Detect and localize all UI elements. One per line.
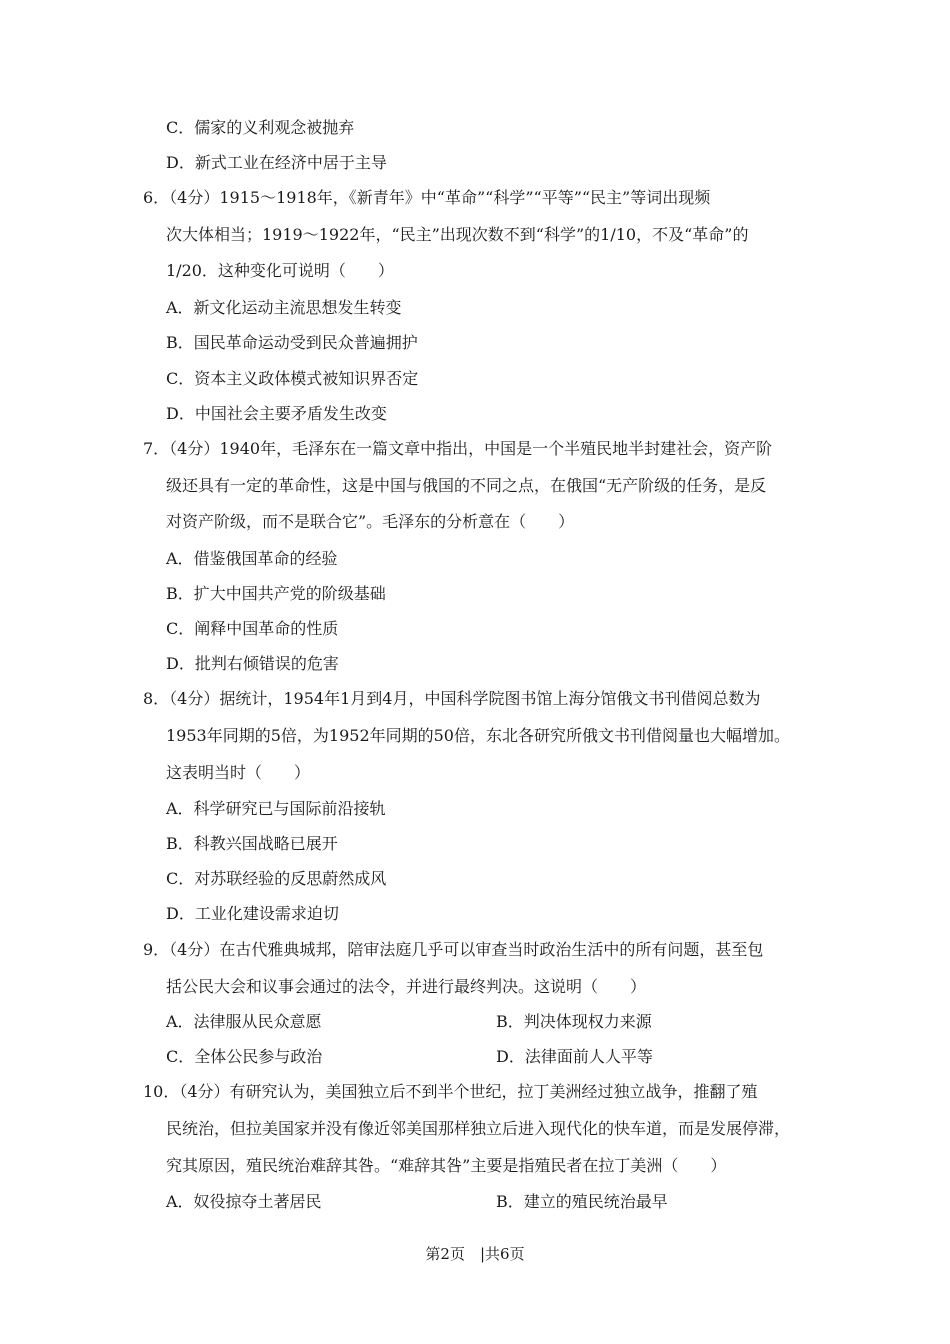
q8-option-a: A．科学研究已与国际前沿接轨 [166, 799, 386, 818]
q9-stem-line-2: 括公民大会和议事会通过的法令，并进行最终判决。这说明（ ） [166, 977, 647, 996]
q6-option-c: C．资本主义政体模式被知识界否定 [166, 369, 419, 388]
q6-stem-line-3: 1/20．这种变化可说明（ ） [166, 261, 394, 280]
q7-stem-line-1: 7．（4分）1940年，毛泽东在一篇文章中指出，中国是一个半殖民地半封建社会，资产阶 [143, 439, 773, 458]
q10-stem-line-3: 究其原因，殖民统治难辞其咎。“难辞其咎”主要是指殖民者在拉丁美洲（ ） [166, 1156, 727, 1175]
q9-option-d: D．法律面前人人平等 [496, 1047, 653, 1066]
q9-option-a: A．法律服从民众意愿 [166, 1012, 322, 1031]
q6-stem-line-2: 次大体相当；1919～1922年，“民主”出现次数不到“科学”的1/10，不及“革命”的 [166, 225, 749, 244]
q8-stem-line-3: 这表明当时（ ） [166, 763, 311, 782]
q6-option-d: D．中国社会主要矛盾发生改变 [166, 404, 387, 423]
q6-option-b: B．国民革命运动受到民众普遍拥护 [166, 333, 418, 352]
q10-stem-line-2: 民统治，但拉美国家并没有像近邻美国那样独立后进入现代化的快车道，而是发展停滞， [166, 1119, 791, 1138]
q7-stem-line-2: 级还具有一定的革命性，这是中国与俄国的不同之点，在俄国“无产阶级的任务，是反 [166, 476, 767, 495]
q7-option-d: D．批判右倾错误的危害 [166, 654, 339, 673]
q7-option-a: A．借鉴俄国革命的经验 [166, 549, 338, 568]
q8-option-c: C．对苏联经验的反思蔚然成风 [166, 869, 387, 888]
q6-option-a: A．新文化运动主流思想发生转变 [166, 298, 402, 317]
q8-stem-line-2: 1953年同期的5倍，为1952年同期的50倍，东北各研究所俄文书刊借阅量也大幅增加。 [166, 726, 790, 745]
q7-stem-line-3: 对资产阶级，而不是联合它”。毛泽东的分析意在（ ） [166, 512, 575, 531]
q6-stem-line-1: 6．（4分）1915～1918年，《新青年》中“革命”“科学”“平等”“民主”等词出现频 [143, 188, 711, 207]
page-footer: 第2页 |共6页 [425, 1245, 525, 1263]
q5-option-c: C．儒家的义利观念被抛弃 [166, 118, 355, 137]
q8-stem-line-1: 8．（4分）据统计，1954年1月到4月，中国科学院图书馆上海分馆俄文书刊借阅总数为 [143, 689, 761, 708]
q9-stem-line-1: 9．（4分）在古代雅典城邦，陪审法庭几乎可以审查当时政治生活中的所有问题，甚至包 [143, 940, 764, 959]
q7-option-c: C．阐释中国革命的性质 [166, 619, 339, 638]
q9-option-b: B．判决体现权力来源 [496, 1012, 652, 1031]
q8-option-b: B．科教兴国战略已展开 [166, 834, 338, 853]
q8-option-d: D．工业化建设需求迫切 [166, 904, 339, 923]
q9-option-c: C．全体公民参与政治 [166, 1047, 323, 1066]
q7-option-b: B．扩大中国共产党的阶级基础 [166, 584, 386, 603]
q10-option-b: B．建立的殖民统治最早 [496, 1192, 668, 1211]
q10-stem-line-1: 10．（4分）有研究认为，美国独立后不到半个世纪，拉丁美洲经过独立战争，推翻了殖 [143, 1082, 758, 1101]
q10-option-a: A．奴役掠夺土著居民 [166, 1192, 322, 1211]
q5-option-d: D．新式工业在经济中居于主导 [166, 153, 387, 172]
